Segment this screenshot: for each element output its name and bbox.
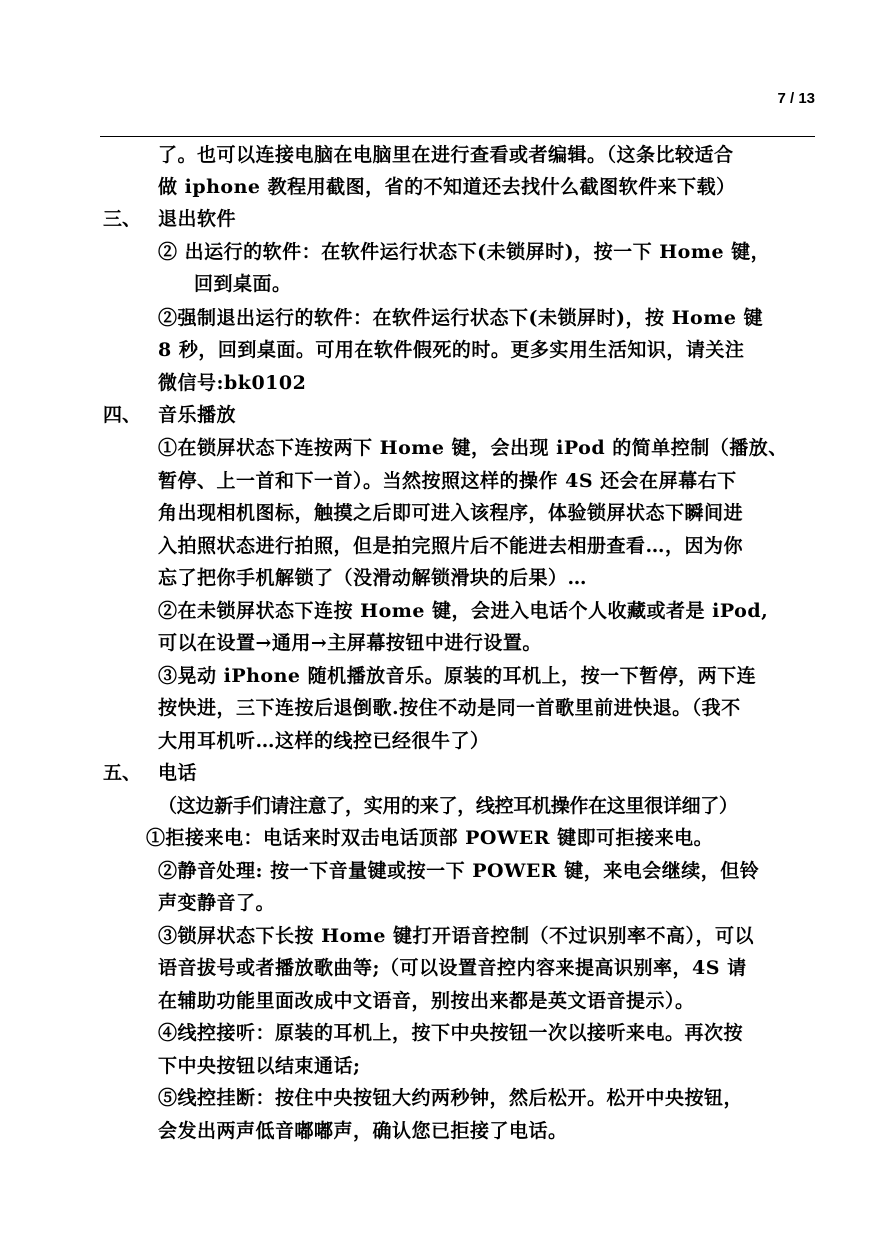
body-line: 暂停、上一首和下一首）。当然按照这样的操作 4S 还会在屏幕右下 bbox=[158, 470, 737, 492]
body-line: 8 秒，回到桌面。可用在软件假死的时。更多实用生活知识，请关注 bbox=[158, 339, 745, 361]
body-line: 做 iphone 教程用截图，省的不知道还去找什么截图软件来下载） bbox=[158, 176, 736, 198]
body-line: 了。也可以连接电脑在电脑里在进行查看或者编辑。（这条比较适合 bbox=[158, 144, 734, 166]
body-line: ② 出运行的软件：在软件运行状态下(未锁屏时)，按一下 Home 键， bbox=[158, 241, 771, 263]
page-number: 7 / 13 bbox=[777, 90, 815, 107]
section-number: 五、 bbox=[103, 762, 142, 784]
body-line: 微信号:bk0102 bbox=[158, 372, 307, 394]
body-line: ②强制退出运行的软件：在软件运行状态下(未锁屏时)，按 Home 键 bbox=[158, 307, 764, 329]
body-line: 角出现相机图标，触摸之后即可进入该程序，体验锁屏状态下瞬间进 bbox=[158, 502, 744, 524]
body-line: ③锁屏状态下长按 Home 键打开语音控制（不过识别率不高），可以 bbox=[158, 925, 755, 947]
body-line: （这边新手们请注意了，实用的来了，线控耳机操作在这里很详细了） bbox=[158, 795, 738, 817]
section-title: 电话 bbox=[158, 762, 198, 784]
body-line: 大用耳机听…这样的线控已经很牛了） bbox=[158, 730, 490, 752]
body-line: ②在未锁屏状态下连按 Home 键，会进入电话个人收藏或者是 iPod, bbox=[158, 600, 769, 622]
section-number: 四、 bbox=[103, 404, 142, 426]
body-line: 语音拔号或者播放歌曲等;（可以设置音控内容来提高识别率，4S 请 bbox=[158, 957, 747, 979]
body-line: 忘了把你手机解锁了（没滑动解锁滑块的后果）… bbox=[158, 567, 588, 589]
body-line: ②静音处理: 按一下音量键或按一下 POWER 键，来电会继续，但铃 bbox=[158, 860, 760, 882]
body-line: ①拒接来电：电话来时双击电话顶部 POWER 键即可拒接来电。 bbox=[146, 827, 714, 849]
section-title: 退出软件 bbox=[158, 208, 237, 230]
section-number: 三、 bbox=[103, 208, 142, 230]
body-line: ④线控接听：原装的耳机上，按下中央按钮一次以接听来电。再次按 bbox=[158, 1022, 744, 1044]
body-line: ⑤线控挂断：按住中央按钮大约两秒钟，然后松开。松开中央按钮， bbox=[158, 1087, 744, 1109]
body-line: ①在锁屏状态下连按两下 Home 键，会出现 iPod 的简单控制（播放、 bbox=[158, 437, 788, 459]
body-line: 回到桌面。 bbox=[194, 273, 292, 295]
body-line: 可以在设置→通用→主屏幕按钮中进行设置。 bbox=[158, 632, 542, 654]
body-line: 在辅助功能里面改成中文语音，别按出来都是英文语音提示）。 bbox=[158, 990, 695, 1012]
body-line: 声变静音了。 bbox=[158, 892, 276, 914]
section-title: 音乐播放 bbox=[158, 404, 237, 426]
body-line: 下中央按钮以结束通话; bbox=[158, 1055, 361, 1077]
body-line: ③晃动 iPhone 随机播放音乐。原装的耳机上，按一下暂停，两下连 bbox=[158, 665, 757, 687]
body-line: 入拍照状态进行拍照，但是拍完照片后不能进去相册查看…，因为你 bbox=[158, 535, 744, 557]
header-rule bbox=[100, 136, 815, 137]
body-line: 会发出两声低音嘟嘟声，确认您已拒接了电话。 bbox=[158, 1120, 568, 1142]
body-line: 按快进，三下连按后退倒歌.按住不动是同一首歌里前进快退。（我不 bbox=[158, 697, 741, 719]
